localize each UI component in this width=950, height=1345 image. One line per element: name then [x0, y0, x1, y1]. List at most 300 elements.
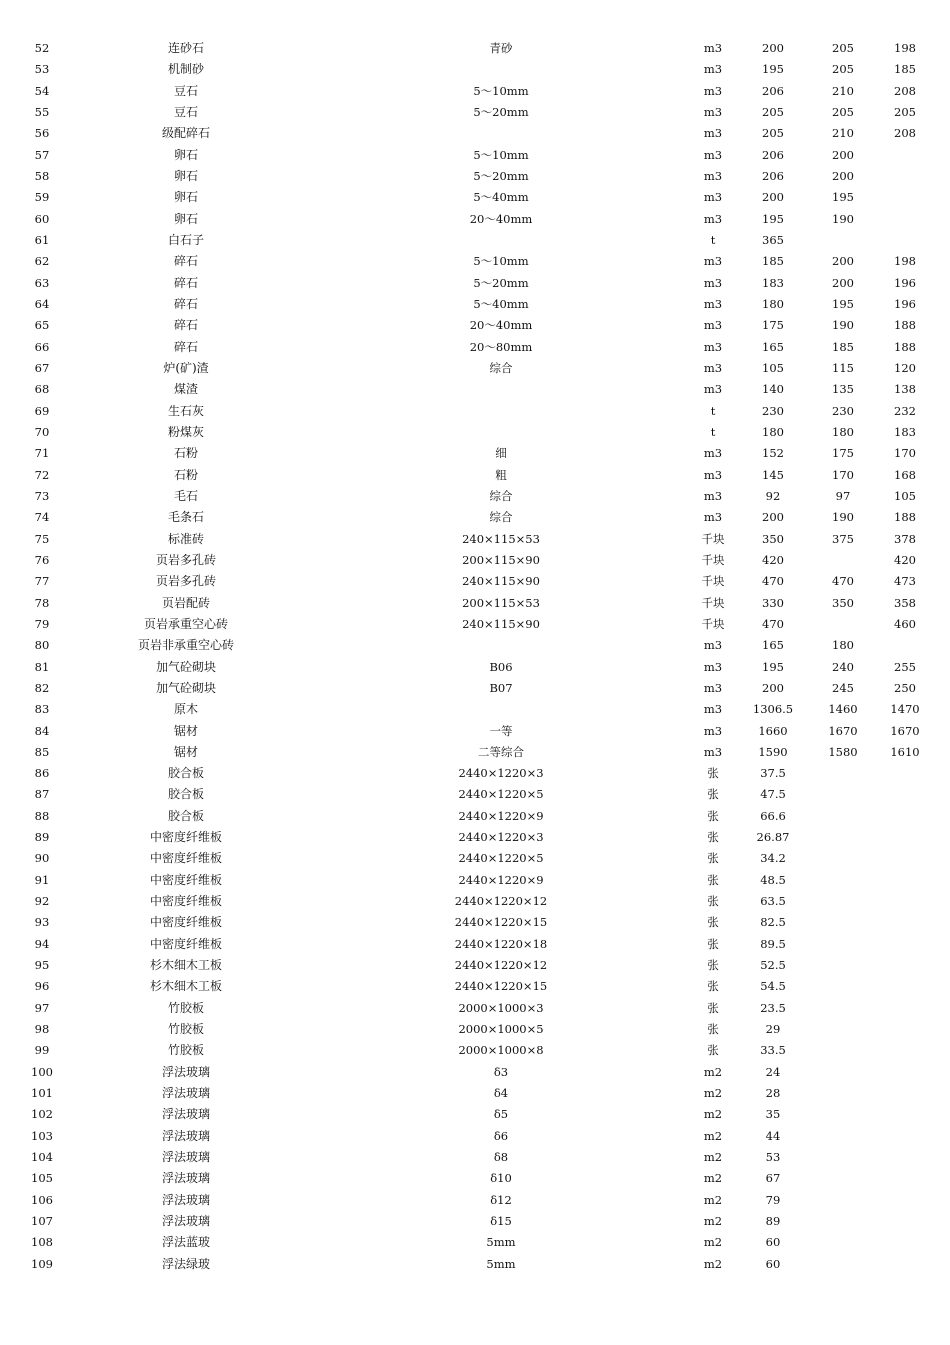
price-2-cell [808, 1190, 878, 1211]
price-1-cell: 105 [762, 360, 784, 375]
material-name-cell: 竹胶板 [167, 1043, 204, 1058]
material-name-cell: 浮法玻璃 [161, 1214, 210, 1229]
unit-cell: 张 [707, 766, 719, 781]
price-2-cell [808, 1062, 878, 1083]
table-row [0, 1211, 950, 1232]
price-2-cell: 205 [832, 104, 854, 119]
unit-cell: m3 [703, 702, 723, 717]
specification-cell: 240×115×90 [462, 574, 540, 589]
table-row [0, 827, 950, 848]
unit-cell: 张 [707, 958, 719, 973]
material-name-cell: 锯材 [173, 744, 198, 759]
row-number-cell: 71 [34, 446, 50, 461]
table-row [0, 81, 950, 102]
row-number-cell: 74 [34, 510, 50, 525]
table-row [0, 998, 950, 1019]
price-3-cell [870, 1062, 940, 1083]
price-2-cell: 1580 [828, 744, 858, 759]
price-1-cell: 470 [762, 616, 784, 631]
price-3-cell [870, 998, 940, 1019]
price-3-cell [870, 955, 940, 976]
price-1-cell: 82.5 [760, 915, 786, 930]
unit-cell: m3 [703, 318, 723, 333]
unit-cell: m2 [703, 1107, 723, 1122]
price-2-cell [808, 1019, 878, 1040]
unit-cell: m3 [703, 275, 723, 290]
unit-cell: t [710, 403, 716, 418]
specification-cell: 一等 [489, 723, 513, 738]
row-number-cell: 108 [31, 1235, 53, 1250]
price-1-cell: 1306.5 [752, 702, 794, 717]
table-row [0, 891, 950, 912]
price-2-cell [808, 806, 878, 827]
price-3-cell: 358 [894, 595, 916, 610]
price-table [0, 38, 950, 1275]
price-3-cell [870, 1254, 940, 1275]
row-number-cell: 53 [34, 62, 50, 77]
price-1-cell: 52.5 [760, 958, 786, 973]
price-1-cell: 35 [765, 1107, 781, 1122]
table-row [0, 38, 950, 59]
specification-cell: 2440×1220×3 [458, 830, 544, 845]
specification-cell: δ3 [493, 1064, 509, 1079]
price-1-cell: 53 [765, 1150, 781, 1165]
material-name-cell: 页岩承重空心砖 [143, 616, 228, 631]
price-3-cell: 120 [894, 360, 916, 375]
material-name-cell: 竹胶板 [167, 1022, 204, 1037]
price-2-cell [808, 1147, 878, 1168]
row-number-cell: 89 [34, 830, 50, 845]
price-2-cell: 230 [832, 403, 854, 418]
row-number-cell: 77 [34, 574, 50, 589]
material-name-cell: 竹胶板 [167, 1000, 204, 1015]
table-row [0, 571, 950, 592]
unit-cell: m2 [703, 1171, 723, 1186]
price-3-cell: 250 [894, 680, 916, 695]
table-row [0, 1104, 950, 1125]
unit-cell: 千块 [701, 574, 725, 589]
row-number-cell: 61 [34, 232, 50, 247]
table-row [0, 294, 950, 315]
table-row [0, 59, 950, 80]
specification-cell: 5～40mm [473, 296, 529, 311]
unit-cell: 张 [707, 1043, 719, 1058]
row-number-cell: 85 [34, 744, 50, 759]
price-1-cell: 44 [765, 1128, 781, 1143]
unit-cell: m3 [703, 446, 723, 461]
specification-cell [401, 59, 601, 80]
row-number-cell: 60 [34, 211, 50, 226]
price-3-cell [870, 1040, 940, 1061]
price-1-cell: 1660 [758, 723, 788, 738]
price-2-cell: 115 [832, 360, 854, 375]
row-number-cell: 66 [34, 339, 50, 354]
unit-cell: m3 [703, 147, 723, 162]
price-3-cell: 188 [894, 510, 916, 525]
price-2-cell [808, 1083, 878, 1104]
price-3-cell [870, 784, 940, 805]
price-1-cell: 195 [762, 211, 784, 226]
price-2-cell [808, 976, 878, 997]
price-2-cell [808, 848, 878, 869]
row-number-cell: 65 [34, 318, 50, 333]
material-name-cell: 石粉 [173, 467, 198, 482]
price-2-cell: 210 [832, 126, 854, 141]
price-1-cell: 33.5 [760, 1043, 786, 1058]
price-3-cell: 183 [894, 424, 916, 439]
material-name-cell: 毛条石 [167, 510, 204, 525]
specification-cell: δ15 [490, 1214, 512, 1229]
table-row [0, 486, 950, 507]
price-3-cell: 473 [894, 574, 916, 589]
unit-cell: m3 [703, 83, 723, 98]
row-number-cell: 62 [34, 254, 50, 269]
unit-cell: m3 [703, 680, 723, 695]
price-3-cell: 138 [894, 382, 916, 397]
unit-cell: 张 [707, 808, 719, 823]
price-1-cell: 47.5 [760, 787, 786, 802]
table-row [0, 251, 950, 272]
row-number-cell: 83 [34, 702, 50, 717]
price-1-cell: 200 [762, 510, 784, 525]
specification-cell: 粗 [495, 467, 507, 482]
price-1-cell: 200 [762, 680, 784, 695]
price-2-cell: 375 [832, 531, 854, 546]
row-number-cell: 107 [31, 1214, 53, 1229]
specification-cell: 2440×1220×12 [454, 894, 548, 909]
unit-cell: 千块 [701, 531, 725, 546]
price-3-cell: 208 [894, 126, 916, 141]
table-row [0, 1040, 950, 1061]
price-3-cell: 198 [894, 41, 916, 55]
specification-cell: 2000×1000×5 [458, 1022, 544, 1037]
row-number-cell: 96 [34, 979, 50, 994]
price-2-cell: 170 [832, 467, 854, 482]
specification-cell: 2440×1220×12 [454, 958, 548, 973]
material-name-cell: 生石灰 [167, 403, 204, 418]
unit-cell: m2 [703, 1192, 723, 1207]
row-number-cell: 92 [34, 894, 50, 909]
table-row [0, 635, 950, 656]
table-row [0, 1083, 950, 1104]
price-3-cell: 1670 [890, 723, 920, 738]
price-1-cell: 200 [762, 41, 784, 55]
price-2-cell: 1670 [828, 723, 858, 738]
row-number-cell: 80 [34, 638, 50, 653]
price-2-cell [808, 934, 878, 955]
material-name-cell: 杉木细木工板 [149, 979, 222, 994]
specification-cell: 20～80mm [469, 339, 533, 354]
unit-cell: m3 [703, 62, 723, 77]
unit-cell: m3 [703, 339, 723, 354]
material-name-cell: 卵石 [173, 211, 198, 226]
material-name-cell: 页岩多孔砖 [155, 552, 216, 567]
price-1-cell: 24 [765, 1064, 781, 1079]
price-2-cell [808, 827, 878, 848]
unit-cell: m2 [703, 1128, 723, 1143]
price-2-cell [808, 1254, 878, 1275]
price-3-cell: 188 [894, 339, 916, 354]
unit-cell: 张 [707, 936, 719, 951]
table-row [0, 763, 950, 784]
table-row [0, 721, 950, 742]
price-3-cell [870, 1190, 940, 1211]
price-1-cell: 183 [762, 275, 784, 290]
specification-cell: 20～40mm [469, 318, 533, 333]
specification-cell [401, 422, 601, 443]
price-2-cell [808, 1040, 878, 1061]
price-1-cell: 180 [762, 296, 784, 311]
price-2-cell: 200 [832, 147, 854, 162]
specification-cell [401, 635, 601, 656]
table-row [0, 123, 950, 144]
price-1-cell: 60 [765, 1256, 781, 1271]
specification-cell [401, 230, 601, 251]
price-2-cell: 205 [832, 41, 854, 55]
material-name-cell: 加气砼砌块 [155, 659, 216, 674]
price-3-cell: 105 [894, 488, 916, 503]
price-1-cell: 420 [762, 552, 784, 567]
table-row [0, 1126, 950, 1147]
row-number-cell: 68 [34, 382, 50, 397]
price-2-cell: 240 [832, 659, 854, 674]
table-row [0, 1168, 950, 1189]
specification-cell: 细 [495, 446, 507, 461]
material-name-cell: 锯材 [173, 723, 198, 738]
table-row [0, 955, 950, 976]
price-2-cell [808, 955, 878, 976]
price-3-cell: 1610 [890, 744, 920, 759]
price-1-cell: 152 [762, 446, 784, 461]
row-number-cell: 102 [31, 1107, 53, 1122]
price-3-cell [870, 1083, 940, 1104]
material-name-cell: 卵石 [173, 168, 198, 183]
price-3-cell [870, 891, 940, 912]
row-number-cell: 64 [34, 296, 50, 311]
price-2-cell: 190 [832, 318, 854, 333]
material-name-cell: 碎石 [173, 275, 198, 290]
material-name-cell: 浮法玻璃 [161, 1150, 210, 1165]
price-2-cell: 180 [832, 424, 854, 439]
material-name-cell: 中密度纤维板 [149, 830, 222, 845]
price-1-cell: 66.6 [760, 808, 786, 823]
specification-cell: 5～10mm [473, 147, 529, 162]
row-number-cell: 106 [31, 1192, 53, 1207]
price-3-cell [870, 145, 940, 166]
price-1-cell: 89.5 [760, 936, 786, 951]
material-name-cell: 石粉 [173, 446, 198, 461]
unit-cell: m2 [703, 1235, 723, 1250]
table-row [0, 1062, 950, 1083]
price-1-cell: 140 [762, 382, 784, 397]
row-number-cell: 79 [34, 616, 50, 631]
specification-cell: 5～10mm [473, 254, 529, 269]
row-number-cell: 87 [34, 787, 50, 802]
material-name-cell: 碎石 [173, 318, 198, 333]
row-number-cell: 59 [34, 190, 50, 205]
specification-cell: 2000×1000×8 [458, 1043, 544, 1058]
price-2-cell: 180 [832, 638, 854, 653]
row-number-cell: 104 [31, 1150, 53, 1165]
material-name-cell: 碎石 [173, 254, 198, 269]
material-name-cell: 碎石 [173, 339, 198, 354]
specification-cell: 5～20mm [473, 168, 529, 183]
price-1-cell: 79 [765, 1192, 781, 1207]
table-row [0, 102, 950, 123]
price-2-cell: 1460 [828, 702, 858, 717]
unit-cell: m3 [703, 723, 723, 738]
material-name-cell: 页岩非承重空心砖 [137, 638, 234, 653]
price-1-cell: 1590 [758, 744, 788, 759]
price-1-cell: 34.2 [760, 851, 786, 866]
table-row [0, 934, 950, 955]
price-2-cell [808, 1126, 878, 1147]
unit-cell: m3 [703, 126, 723, 141]
row-number-cell: 52 [34, 41, 50, 55]
material-name-cell: 卵石 [173, 190, 198, 205]
material-name-cell: 煤渣 [173, 382, 198, 397]
specification-cell: δ10 [490, 1171, 512, 1186]
specification-cell: B06 [489, 659, 513, 674]
price-1-cell: 165 [762, 638, 784, 653]
price-3-cell: 196 [894, 296, 916, 311]
row-number-cell: 98 [34, 1022, 50, 1037]
price-1-cell: 67 [765, 1171, 781, 1186]
price-3-cell [870, 1126, 940, 1147]
material-name-cell: 中密度纤维板 [149, 915, 222, 930]
price-2-cell [808, 550, 878, 571]
table-row [0, 379, 950, 400]
unit-cell: m2 [703, 1256, 723, 1271]
price-2-cell: 350 [832, 595, 854, 610]
material-name-cell: 豆石 [173, 83, 198, 98]
unit-cell: 张 [707, 830, 719, 845]
material-name-cell: 浮法绿玻 [161, 1256, 210, 1271]
specification-cell: 5～10mm [473, 83, 529, 98]
specification-cell: 2440×1220×3 [458, 766, 544, 781]
price-3-cell: 420 [894, 552, 916, 567]
price-2-cell [808, 870, 878, 891]
unit-cell: m3 [703, 104, 723, 119]
price-1-cell: 29 [765, 1022, 781, 1037]
specification-cell: 2440×1220×5 [458, 851, 544, 866]
price-2-cell: 195 [832, 296, 854, 311]
row-number-cell: 109 [31, 1256, 53, 1271]
table-row [0, 166, 950, 187]
price-3-cell [870, 912, 940, 933]
price-1-cell: 195 [762, 62, 784, 77]
material-name-cell: 标准砖 [167, 531, 204, 546]
price-3-cell [870, 848, 940, 869]
price-2-cell: 97 [835, 488, 851, 503]
price-3-cell [870, 1232, 940, 1253]
price-3-cell [870, 1211, 940, 1232]
unit-cell: m3 [703, 510, 723, 525]
table-row [0, 742, 950, 763]
price-2-cell [808, 230, 878, 251]
price-3-cell [870, 1147, 940, 1168]
row-number-cell: 95 [34, 958, 50, 973]
price-1-cell: 165 [762, 339, 784, 354]
price-1-cell: 89 [765, 1214, 781, 1229]
price-3-cell: 255 [894, 659, 916, 674]
specification-cell [401, 379, 601, 400]
price-2-cell: 210 [832, 83, 854, 98]
table-row [0, 848, 950, 869]
price-1-cell: 206 [762, 147, 784, 162]
specification-cell: 综合 [489, 510, 513, 525]
price-1-cell: 350 [762, 531, 784, 546]
unit-cell: 张 [707, 787, 719, 802]
table-row [0, 806, 950, 827]
row-number-cell: 94 [34, 936, 50, 951]
unit-cell: 千块 [701, 552, 725, 567]
price-1-cell: 60 [765, 1235, 781, 1250]
unit-cell: m3 [703, 211, 723, 226]
material-name-cell: 页岩配砖 [161, 595, 210, 610]
price-2-cell [808, 1168, 878, 1189]
specification-cell: 5～40mm [473, 190, 529, 205]
table-row [0, 273, 950, 294]
row-number-cell: 55 [34, 104, 50, 119]
material-name-cell: 中密度纤维板 [149, 851, 222, 866]
price-1-cell: 205 [762, 126, 784, 141]
price-3-cell [870, 1168, 940, 1189]
price-1-cell: 54.5 [760, 979, 786, 994]
row-number-cell: 84 [34, 723, 50, 738]
price-3-cell [870, 763, 940, 784]
specification-cell: B07 [489, 680, 513, 695]
price-2-cell: 200 [832, 254, 854, 269]
specification-cell: 2440×1220×5 [458, 787, 544, 802]
table-row [0, 1190, 950, 1211]
price-3-cell: 185 [894, 62, 916, 77]
price-2-cell: 195 [832, 190, 854, 205]
material-name-cell: 浮法蓝玻 [161, 1235, 210, 1250]
price-3-cell: 232 [894, 403, 916, 418]
table-row [0, 315, 950, 336]
unit-cell: m3 [703, 254, 723, 269]
row-number-cell: 57 [34, 147, 50, 162]
table-row [0, 209, 950, 230]
price-3-cell [870, 166, 940, 187]
material-name-cell: 毛石 [173, 488, 198, 503]
specification-cell: 200×115×90 [462, 552, 540, 567]
table-row [0, 465, 950, 486]
price-3-cell [870, 934, 940, 955]
unit-cell: m3 [703, 382, 723, 397]
price-2-cell: 245 [832, 680, 854, 695]
row-number-cell: 75 [34, 531, 50, 546]
unit-cell: 张 [707, 894, 719, 909]
table-row [0, 145, 950, 166]
material-name-cell: 原木 [173, 702, 198, 717]
table-row [0, 614, 950, 635]
row-number-cell: 82 [34, 680, 50, 695]
table-row [0, 1254, 950, 1275]
row-number-cell: 54 [34, 83, 50, 98]
price-3-cell: 198 [894, 254, 916, 269]
price-2-cell [808, 763, 878, 784]
specification-cell [401, 401, 601, 422]
material-name-cell: 卵石 [173, 147, 198, 162]
price-1-cell: 26.87 [756, 830, 790, 845]
specification-cell: δ12 [490, 1192, 512, 1207]
table-row [0, 358, 950, 379]
material-name-cell: 浮法玻璃 [161, 1171, 210, 1186]
table-row [0, 1019, 950, 1040]
unit-cell: 张 [707, 1022, 719, 1037]
